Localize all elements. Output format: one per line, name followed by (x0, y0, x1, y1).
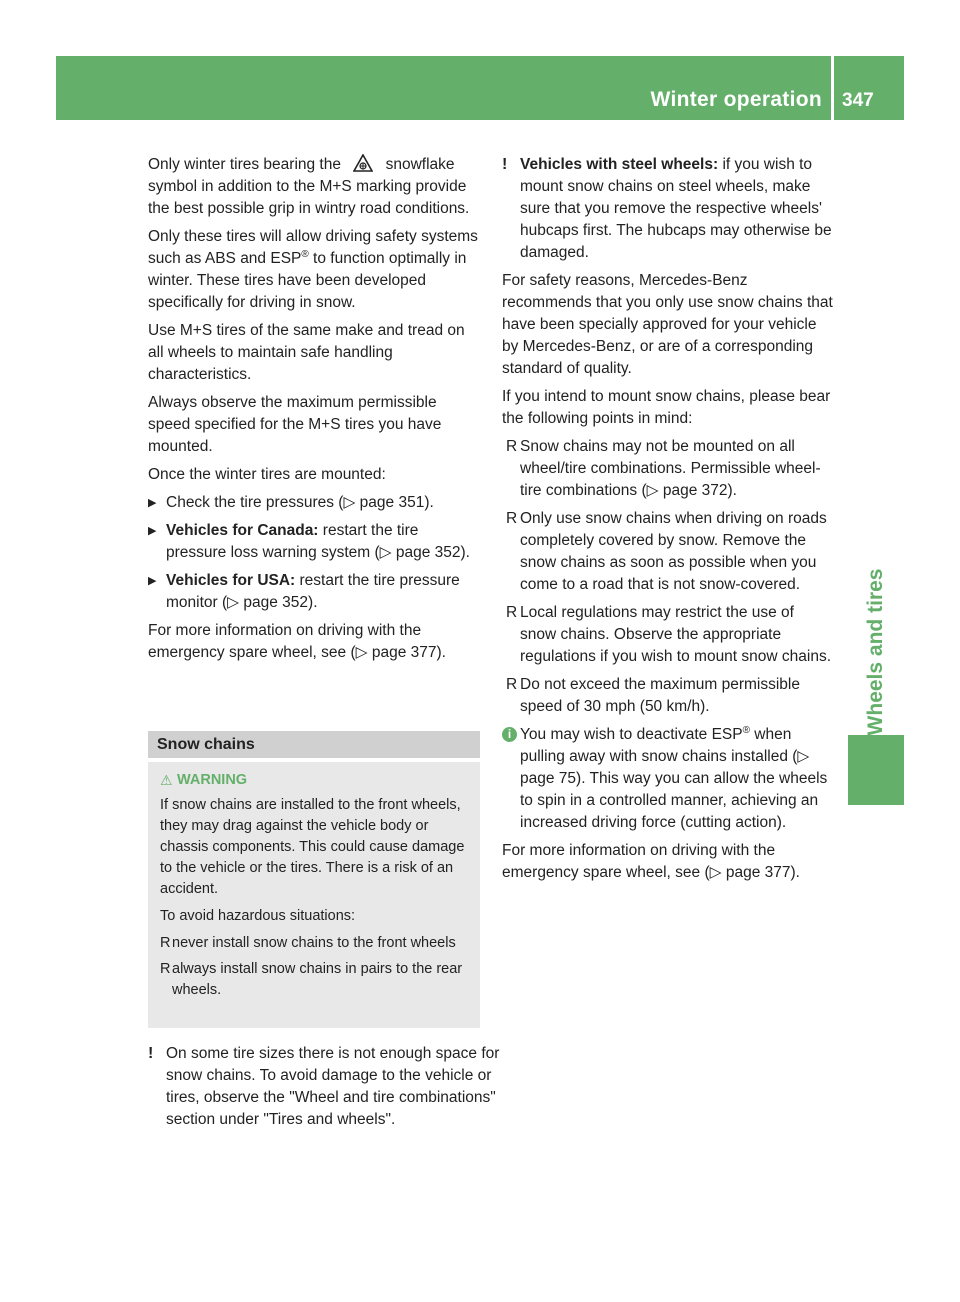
paragraph: Only these tires will allow driving safety systems such as ABS and ESP® to function optimally in winter. These tires have been developed specifically for driving in snow. (148, 228, 478, 311)
bullet-icon: R (506, 438, 518, 455)
warning-bullet: R never install snow chains to the front wheels (160, 933, 468, 954)
bullet-icon: R (506, 676, 518, 693)
info-note: i You may wish to deactivate ESP® when pulling away with snow chains installed (▷ page 75). This way you can allow the wheels to spin in a controlled manner, achieving an increased driving force (cutting action). (502, 724, 834, 834)
bullet-icon: R (506, 604, 518, 621)
side-tab-marker (848, 735, 904, 805)
warning-text: If snow chains are installed to the front wheels, they may drag against the vehicle body or chassis components. This could cause damage to the vehicle or the tires. There is a risk of an accident. (160, 797, 465, 897)
step-item: ▶ Vehicles for USA: restart the tire pressure monitor (▷ page 352). (148, 572, 460, 611)
right-column (502, 154, 834, 890)
registered-mark: ® (742, 724, 750, 736)
paragraph: Use M+S tires of the same make and tread on all wheels to maintain safe handling characteristics. (148, 322, 465, 383)
paragraph: If you intend to mount snow chains, please bear the following points in mind: (502, 388, 831, 427)
text: snowflake symbol in addition to the M+S marking provide the best possible grip in wintry road conditions. (148, 156, 470, 217)
exclamation-icon: ! (148, 1045, 154, 1062)
left-column (148, 154, 483, 670)
caution-note: ! Vehicles with steel wheels: if you wish to mount snow chains on steel wheels, make sure that you remove the respective wheels' hubcaps first. The hubcaps may otherwise be damaged. (502, 156, 832, 261)
list-item: R Snow chains may not be mounted on all wheel/tire combinations. Permissible wheel-tire combinations (▷ page 372). (506, 438, 821, 499)
warning-triangle-icon: ⚠ (160, 772, 173, 788)
step-item: ▶ Vehicles for Canada: restart the tire pressure loss warning system (▷ page 352). (148, 522, 470, 561)
warning-bullet: R always install snow chains in pairs to the rear wheels. (160, 961, 463, 998)
snowflake-mountain-icon (353, 154, 373, 172)
paragraph: For more information on driving with the emergency spare wheel, see (▷ page 377). (148, 622, 446, 661)
exclamation-icon: ! (502, 156, 508, 173)
text: Only winter tires bearing the (148, 156, 346, 173)
registered-mark: ® (301, 248, 309, 260)
step-arrow-icon: ▶ (148, 575, 157, 587)
header-separator (831, 56, 834, 120)
step-item: ▶ Check the tire pressures (▷ page 351). (148, 492, 483, 514)
warning-box (148, 762, 480, 1028)
bullet-icon: R (160, 961, 171, 977)
warning-title: ⚠ WARNING (177, 770, 468, 791)
side-tab-label: Wheels and tires (864, 568, 887, 736)
list-item: R Only use snow chains when driving on roads completely covered by snow. Remove the snow chains as soon as possible when you come to a road that is not snow-covered. (506, 510, 827, 593)
section-heading: Snow chains (148, 731, 480, 758)
bullet-icon: R (506, 510, 518, 527)
paragraph: For more information on driving with the emergency spare wheel, see (▷ page 377). (502, 842, 800, 881)
step-arrow-icon: ▶ (148, 525, 157, 537)
bullet-icon: R (160, 935, 171, 951)
paragraph (148, 154, 483, 220)
list-item: R Do not exceed the maximum permissible speed of 30 mph (50 km/h). (506, 676, 800, 715)
page-number: 347 (842, 90, 874, 111)
paragraph: Always observe the maximum permissible speed specified for the M+S tires you have mounted. (148, 394, 442, 455)
step-arrow-icon: ▶ (148, 497, 157, 509)
info-icon: i (502, 727, 517, 742)
warning-text: To avoid hazardous situations: (160, 908, 356, 924)
paragraph: Once the winter tires are mounted: (148, 466, 386, 483)
caution-note: ! On some tire sizes there is not enough space for snow chains. To avoid damage to the vehicle or tires, observe the "Wheel and tire combinations" section under "Tires and wheels". (148, 1045, 500, 1128)
page-section-title: Winter operation (650, 88, 822, 111)
paragraph: For safety reasons, Mercedes-Benz recommends that you only use snow chains that have been specially approved for your vehicle by Mercedes-Benz, or are of a corresponding standard of quality. (502, 272, 833, 377)
list-item: R Local regulations may restrict the use of snow chains. Observe the appropriate regulations if you wish to mount snow chains. (506, 604, 832, 665)
